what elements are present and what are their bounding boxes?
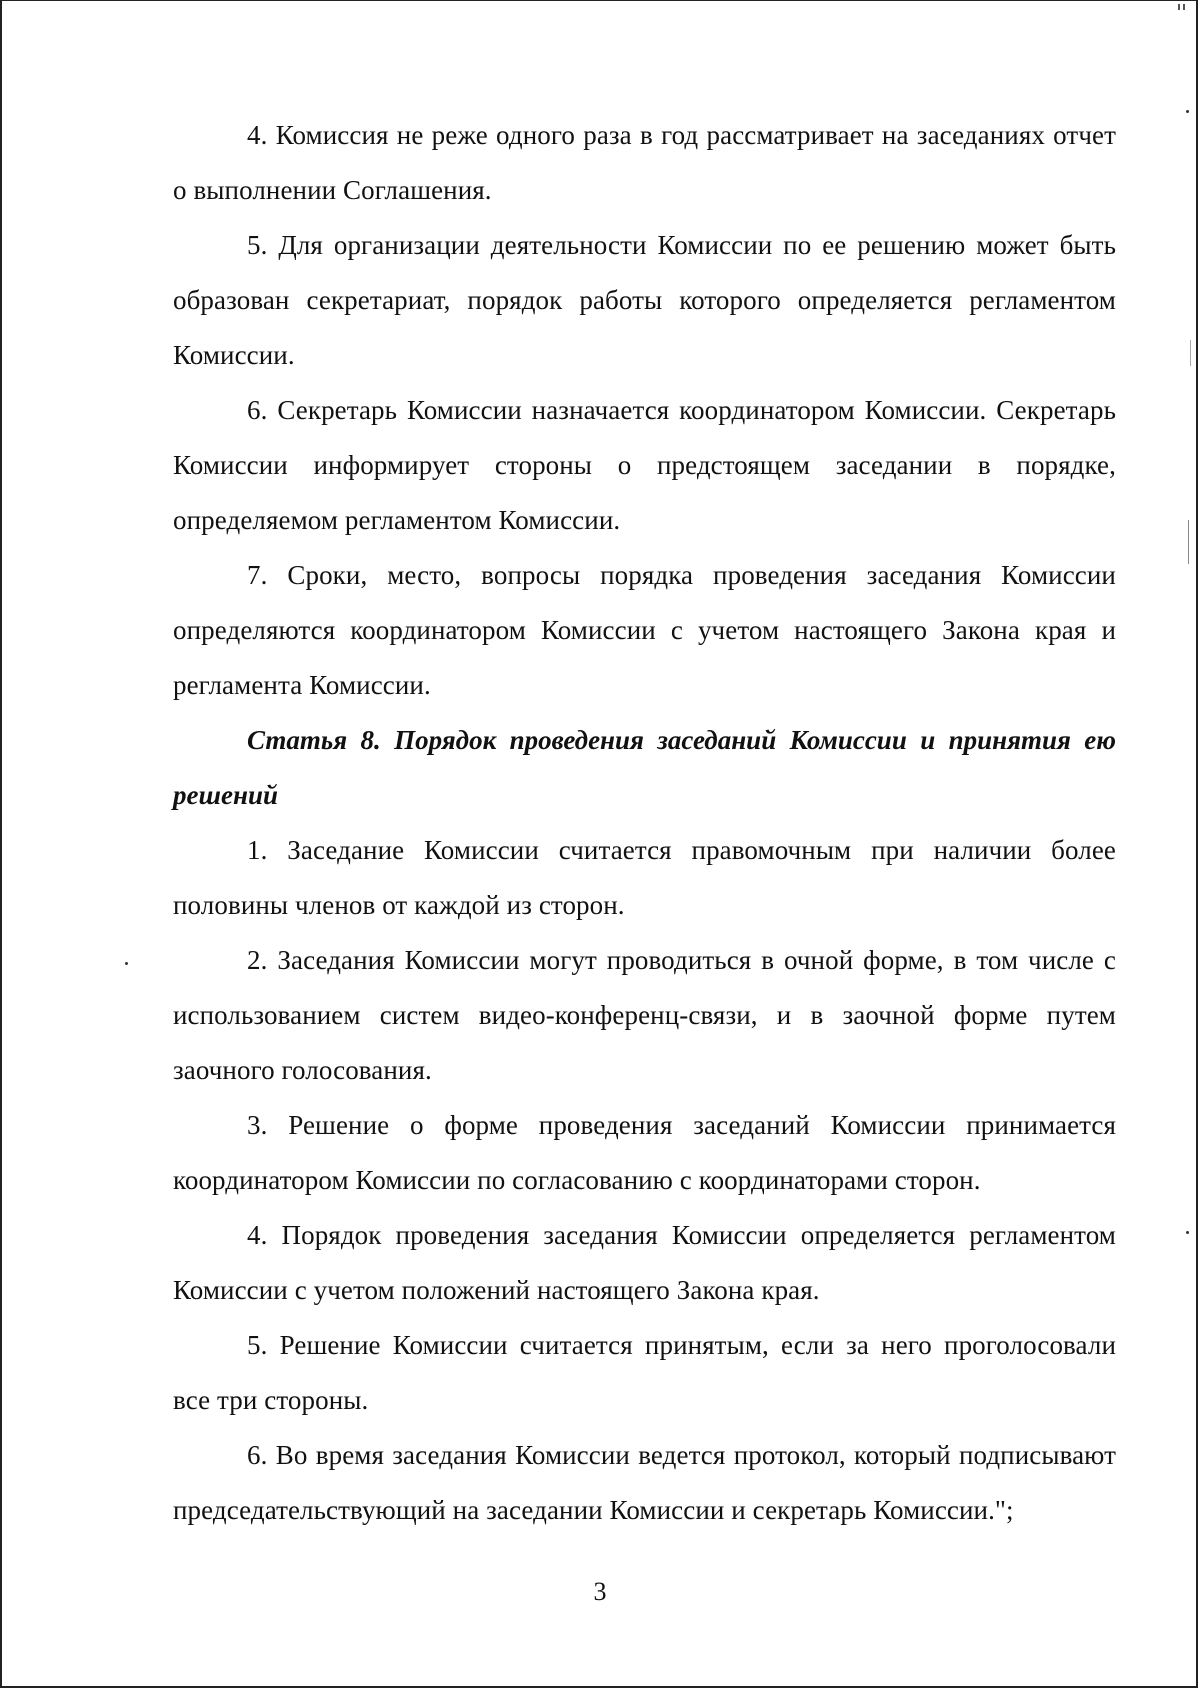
scan-artifact bbox=[1183, 4, 1185, 10]
scan-artifact bbox=[1178, 4, 1180, 10]
scan-artifact bbox=[1190, 340, 1191, 366]
document-body bbox=[173, 108, 1116, 1538]
scan-artifact bbox=[1186, 1231, 1189, 1234]
page-number: 3 bbox=[593, 1577, 607, 1606]
article-heading: Статья 8. Порядок проведения заседаний Комиссии и принятия ею решений bbox=[173, 725, 1116, 810]
paragraph: 6. Секретарь Комиссии назначается координатором Комиссии. Секретарь Комиссии информирует стороны о предстоящем заседании в порядке, определяемом регламентом Комиссии. bbox=[173, 395, 1116, 535]
scan-artifact bbox=[1188, 520, 1189, 564]
paragraph: 7. Сроки, место, вопросы порядка проведения заседания Комиссии определяются координатором Комиссии с учетом настоящего Закона края и регламента Комиссии. bbox=[173, 560, 1116, 700]
paragraph: 3. Решение о форме проведения заседаний Комиссии принимается координатором Комиссии по согласованию с координаторами сторон. bbox=[173, 1110, 1116, 1195]
scan-artifact bbox=[1186, 110, 1189, 113]
paragraph: 5. Решение Комиссии считается принятым, если за него проголосовали все три стороны. bbox=[173, 1330, 1116, 1415]
scan-artifact bbox=[125, 962, 128, 965]
paragraph: 6. Во время заседания Комиссии ведется протокол, который подписывают председательствующий на заседании Комиссии и секретарь Комиссии."; bbox=[173, 1440, 1116, 1525]
paragraph: 5. Для организации деятельности Комиссии по ее решению может быть образован секретариат, порядок работы которого определяется регламентом Комиссии. bbox=[173, 230, 1116, 370]
paragraph: 4. Порядок проведения заседания Комиссии определяется регламентом Комиссии с учетом положений настоящего Закона края. bbox=[173, 1220, 1116, 1305]
paragraph: 2. Заседания Комиссии могут проводиться в очной форме, в том числе с использованием систем видео-конференц-связи, и в заочной форме путем заочного голосования. bbox=[173, 945, 1116, 1085]
paragraph: 4. Комиссия не реже одного раза в год рассматривает на заседаниях отчет о выполнении Соглашения. bbox=[173, 120, 1116, 205]
paragraph: 1. Заседание Комиссии считается правомочным при наличии более половины членов от каждой из сторон. bbox=[173, 835, 1116, 920]
